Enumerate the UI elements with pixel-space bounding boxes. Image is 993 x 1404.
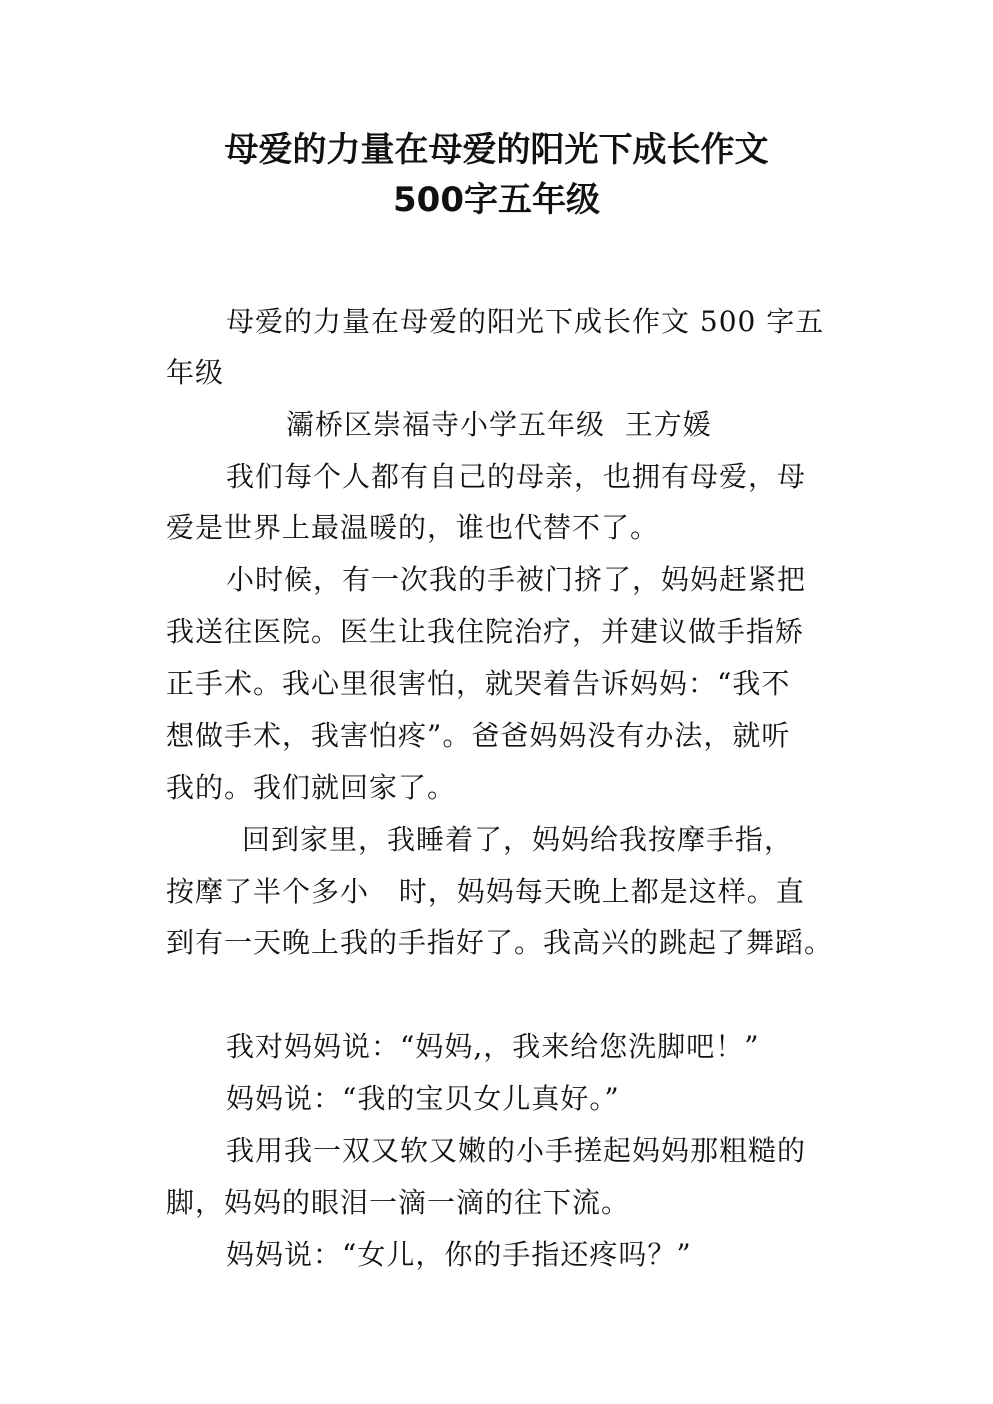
paragraph-line: 母爱的力量在母爱的阳光下成长作文 500 字五 [226,305,825,338]
paragraph-line: 我的。我们就回家了。 [166,771,457,804]
paragraph-line: 爱是世界上最温暖的，谁也代替不了。 [166,511,660,544]
paragraph-line: 妈妈说：“女儿，你的手指还疼吗？” [226,1238,692,1271]
paragraph-line: 我们每个人都有自己的母亲，也拥有母爱，母 [226,460,807,493]
document-title-line-1: 母爱的力量在母爱的阳光下成长作文 [224,130,769,170]
paragraph-line: 正手术。我心里很害怕，就哭着告诉妈妈：“我不 [166,667,791,700]
paragraph-line: 妈妈说：“我的宝贝女儿真好。” [226,1082,620,1115]
paragraph-line: 我对妈妈说：“妈妈,，我来给您洗脚吧！” [226,1030,760,1063]
paragraph-line: 小时候，有一次我的手被门挤了，妈妈赶紧把 [226,563,807,596]
paragraph-line: 我送往医院。医生让我住院治疗，并建议做手指矫 [166,615,805,648]
paragraph-line: 脚，妈妈的眼泪一滴一滴的往下流。 [166,1186,631,1219]
document-title-line-2: 500字五年级 [393,180,600,220]
paragraph-line: 到有一天晚上我的手指好了。我高兴的跳起了舞蹈。 [166,926,834,959]
paragraph-line: 按摩了半个多小 时，妈妈每天晚上都是这样。直 [166,875,805,908]
paragraph-line: 年级 [166,356,225,389]
author-line: 灞桥区崇福寺小学五年级 王方媛 [286,408,712,441]
paragraph-line: 我用我一双又软又嫩的小手搓起妈妈那粗糙的 [226,1134,807,1167]
paragraph-line: 想做手术，我害怕疼”。爸爸妈妈没有办法，就听 [166,719,791,752]
paragraph-line: 回到家里，我睡着了，妈妈给我按摩手指， [242,823,794,856]
